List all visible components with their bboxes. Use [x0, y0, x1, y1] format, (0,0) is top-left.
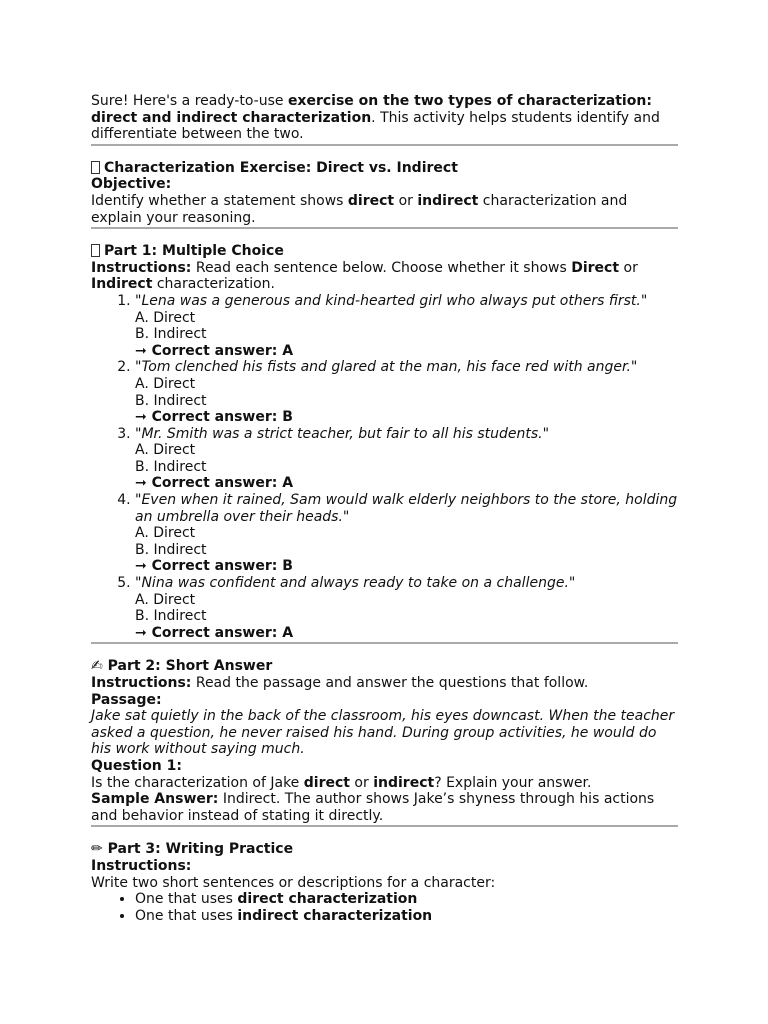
list-item: [135, 908, 678, 925]
objective-label: Objective:: [91, 176, 172, 193]
option-a: A. Direct: [135, 591, 196, 608]
part2-instructions: [91, 675, 678, 692]
divider: [91, 642, 678, 644]
part1-instr-label: Instructions:: [91, 259, 192, 276]
pencil-icon: ✏: [91, 841, 103, 858]
document-body: [91, 93, 678, 924]
objective-text: [91, 193, 678, 226]
intro-tail: . This activity helps students identify and differentiate between the two.: [91, 109, 660, 143]
correct-answer: ➞ Correct answer: A: [135, 624, 294, 641]
sample-label: Sample Answer:: [91, 791, 219, 808]
divider: [91, 144, 678, 146]
passage-label: Passage:: [91, 691, 162, 708]
correct-answer: ➞ Correct answer: B: [135, 409, 293, 426]
option-a: A. Direct: [135, 525, 196, 542]
question1-text: [91, 775, 678, 792]
question-item: 5. "Nina was confident and always ready to take on a challenge." A. Direct B. Indirect ➞ Correct answer: A: [135, 575, 678, 641]
bullet-bold: direct characterization: [237, 891, 418, 908]
option-a: A. Direct: [135, 442, 196, 459]
missing-glyph-icon: [91, 161, 100, 174]
question-item: 3. "Mr. Smith was a strict teacher, but fair to all his students." A. Direct B. Indirect ➞ Correct answer: A: [135, 426, 678, 492]
part2-instr-label: Instructions:: [91, 675, 192, 691]
q1-post: ? Explain your answer.: [434, 774, 592, 791]
question-text: Tom clenched his fists and glared at the man, his face red with anger.: [141, 359, 631, 376]
option-b: B. Indirect: [135, 608, 207, 625]
question-item: 2. "Tom clenched his fists and glared at the man, his face red with anger." A. Direct B. Indirect ➞ Correct answer: B: [135, 359, 678, 425]
intro-lead: Sure! Here's a ready-to-use: [91, 93, 288, 109]
bullet-pre: One that uses: [135, 891, 238, 908]
question-text: Mr. Smith was a strict teacher, but fair to all his students.: [141, 425, 543, 442]
part1-instructions: [91, 260, 678, 293]
part3-title-text: Part 3: Writing Practice: [107, 841, 294, 858]
q1-mid: or: [349, 774, 374, 791]
question-item: 4. "Even when it rained, Sam would walk elderly neighbors to the store, holding an umbrella over their heads." A. Direct B. Indirect ➞ Correct answer: B: [135, 492, 678, 575]
part3-instr-label: Instructions:: [91, 857, 192, 874]
part1-instr-indirect: Indirect: [91, 276, 153, 293]
list-item: [135, 891, 678, 908]
option-b: B. Indirect: [135, 458, 207, 475]
correct-answer: ➞ Correct answer: A: [135, 342, 294, 359]
part1-instr-mid: or: [619, 259, 638, 276]
part3-title: [91, 841, 678, 858]
sample-text: Indirect. The author shows Jake’s shyness through his actions and behavior instead of stating it directly.: [91, 791, 655, 824]
part1-instr-pre: Read each sentence below. Choose whether it shows: [191, 259, 572, 276]
part2-instr-text: Read the passage and answer the questions that follow.: [191, 675, 589, 691]
passage-italic: Jake sat quietly in the back of the classroom, his eyes downcast. When the teacher asked a question, he never raised his hand. During group activities, he would do his work without saying much.: [91, 708, 675, 758]
question-text: Even when it rained, Sam would walk elderly neighbors to the store, holding an umbrella over their heads.: [135, 492, 678, 525]
divider: [91, 825, 678, 827]
part1-title-text: Part 1: Multiple Choice: [104, 243, 284, 260]
question-text: Lena was a generous and kind-hearted girl who always put others first.: [141, 292, 641, 309]
question-text: Nina was confident and always ready to take on a challenge.: [141, 575, 569, 592]
question-list: [91, 293, 678, 641]
objective-direct: direct: [347, 192, 395, 209]
option-a: A. Direct: [135, 375, 196, 392]
correct-answer: ➞ Correct answer: A: [135, 475, 294, 492]
writing-hand-icon: ✍: [91, 658, 103, 675]
part2-title-text: Part 2: Short Answer: [107, 658, 273, 675]
option-b: B. Indirect: [135, 326, 207, 343]
exercise-title: [91, 160, 678, 177]
intro-bold: exercise on the two types of characterization: direct and indirect characterization: [91, 93, 652, 126]
correct-answer: ➞ Correct answer: B: [135, 558, 293, 575]
objective-mid: or: [394, 192, 418, 209]
objective-pre: Identify whether a statement shows: [91, 192, 348, 209]
missing-glyph-icon: [91, 244, 100, 257]
question1-label: Question 1:: [91, 757, 182, 774]
bullet-pre: One that uses: [135, 907, 238, 924]
divider: [91, 227, 678, 229]
q1-indirect: indirect: [373, 774, 435, 791]
part1-title: [91, 243, 678, 260]
option-a: A. Direct: [135, 309, 196, 326]
passage-text: [91, 708, 678, 758]
exercise-title-text: Characterization Exercise: Direct vs. Indirect: [104, 159, 458, 176]
part2-title: [91, 658, 678, 675]
part1-instr-post: characterization.: [152, 276, 275, 293]
q1-direct: direct: [303, 774, 350, 791]
bullet-bold: indirect characterization: [237, 907, 433, 924]
part3-instr-text: Write two short sentences or descriptions for a character:: [91, 874, 496, 891]
bullet-list: [91, 891, 678, 924]
objective-post: characterization and explain your reasoning.: [91, 192, 628, 226]
intro-paragraph: [91, 93, 678, 143]
question-item: 1. "Lena was a generous and kind-hearted girl who always put others first." A. Direct B. Indirect ➞ Correct answer: A: [135, 293, 678, 359]
part1-instr-direct: Direct: [571, 259, 620, 276]
option-b: B. Indirect: [135, 392, 207, 409]
objective-indirect: indirect: [417, 192, 479, 209]
option-b: B. Indirect: [135, 541, 207, 558]
sample-answer: [91, 791, 678, 824]
q1-pre: Is the characterization of Jake: [91, 774, 304, 791]
